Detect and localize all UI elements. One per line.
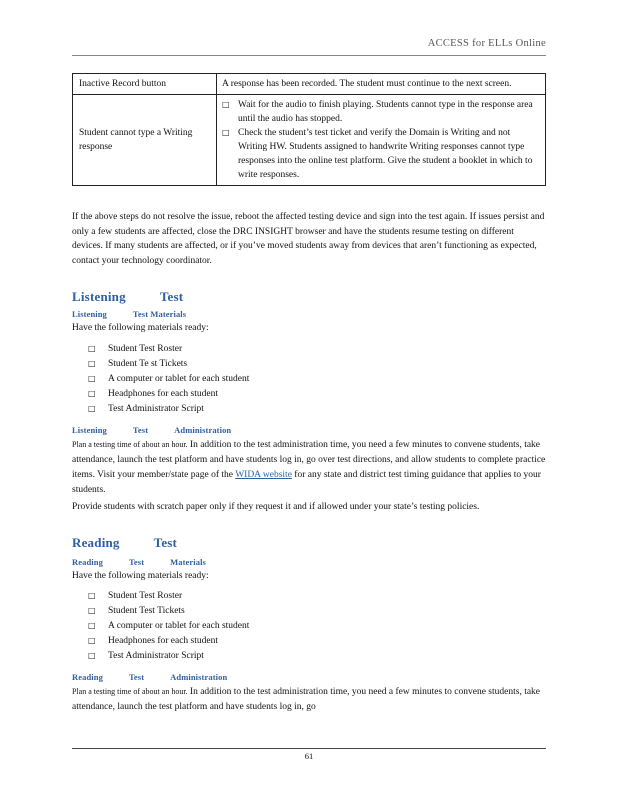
- bullet-icon: □: [222, 100, 230, 109]
- listening-plan-paragraph: Plan a testing time of about an hour. In addition to the test administration time, you need a few minutes to convene students, take attendance, launch the test platform and have students log in, go over test directions, and allow students to complete practice items. Visit your member/state page of the WIDA website for any state and district test timing guidance that applies to your students.: [72, 440, 546, 495]
- bullet-icon: □: [88, 636, 96, 645]
- bullet-icon: □: [88, 591, 96, 600]
- list-item: □ Student Test Tickets: [88, 606, 249, 621]
- list-item: □ Student Test Roster: [88, 591, 249, 606]
- reading-plan-paragraph: Plan a testing time of about an hour. In addition to the test administration time, you need a few minutes to convene students, take attendance, launch the test platform and have students log in, go: [72, 687, 541, 712]
- list-item: □ Student Te st Tickets: [88, 359, 249, 374]
- header-divider: [72, 55, 546, 56]
- scratch-paper-paragraph: Provide students with scratch paper only if they request it and if allowed under your state’s testing policies.: [72, 502, 480, 512]
- list-item: □ A computer or tablet for each student: [88, 374, 249, 389]
- footer-divider: [72, 748, 546, 749]
- section-heading-listening: Listening Test: [72, 289, 184, 304]
- bullet-icon: □: [88, 374, 96, 383]
- list-item: □ Test Administrator Script: [88, 651, 249, 666]
- list-item: □ Check the student’s test ticket and verify the Domain is Writing and not Writing HW. Students assigned to handwrite Writing responses cannot type responses into the online test platform. Give the student a booklet in which to write responses.: [222, 128, 533, 180]
- bullet-icon: □: [88, 606, 96, 615]
- materials-intro: Have the following materials ready:: [72, 571, 209, 581]
- materials-intro: Have the following materials ready:: [72, 323, 209, 333]
- page-number: 61: [304, 751, 314, 761]
- issue-cell: Inactive Record button: [73, 74, 217, 95]
- resolution-cell: A response has been recorded. The student must continue to the next screen.: [217, 74, 546, 95]
- bullet-icon: □: [88, 389, 96, 398]
- running-header: ACCESS for ELLs Online: [427, 38, 546, 49]
- listening-materials-list: [88, 344, 249, 419]
- wida-website-link[interactable]: WIDA website: [235, 470, 292, 480]
- subheading-listening-administration: Listening Test Administration: [72, 425, 232, 435]
- issue-cell: Student cannot type a Writing response: [73, 95, 217, 186]
- subheading-reading-administration: Reading Test Administration: [72, 672, 228, 682]
- list-item: □ Headphones for each student: [88, 389, 249, 404]
- subheading-reading-materials: Reading Test Materials: [72, 557, 206, 567]
- list-item: □ A computer or tablet for each student: [88, 621, 249, 636]
- bullet-icon: □: [88, 404, 96, 413]
- subheading-listening-materials: Listening Test Materials: [72, 309, 187, 319]
- after-table-paragraph: If the above steps do not resolve the issue, reboot the affected testing device and sign into the test again. If issues persist and only a few students are affected, close the DRC INSIGHT browser and have the students resume testing on different devices. If many students are affected, or if you’ve moved students away from devices that aren’t functioning as expected, contact your technology coordinator.: [72, 212, 545, 266]
- section-heading-reading: Reading Test: [72, 535, 178, 550]
- bullet-icon: □: [88, 651, 96, 660]
- list-item: □ Student Test Roster: [88, 344, 249, 359]
- table-row: [73, 95, 546, 186]
- reading-materials-list: [88, 591, 249, 666]
- bullet-icon: □: [222, 128, 230, 137]
- list-item: □ Test Administrator Script: [88, 404, 249, 419]
- bullet-icon: □: [88, 359, 96, 368]
- bullet-icon: □: [88, 621, 96, 630]
- troubleshooting-table: [72, 73, 546, 186]
- bullet-icon: □: [88, 344, 96, 353]
- list-item: □ Headphones for each student: [88, 636, 249, 651]
- table-row: [73, 74, 546, 95]
- resolution-cell: [217, 95, 546, 186]
- list-item: □ Wait for the audio to finish playing. Students cannot type in the response area until the audio has stopped.: [222, 100, 533, 124]
